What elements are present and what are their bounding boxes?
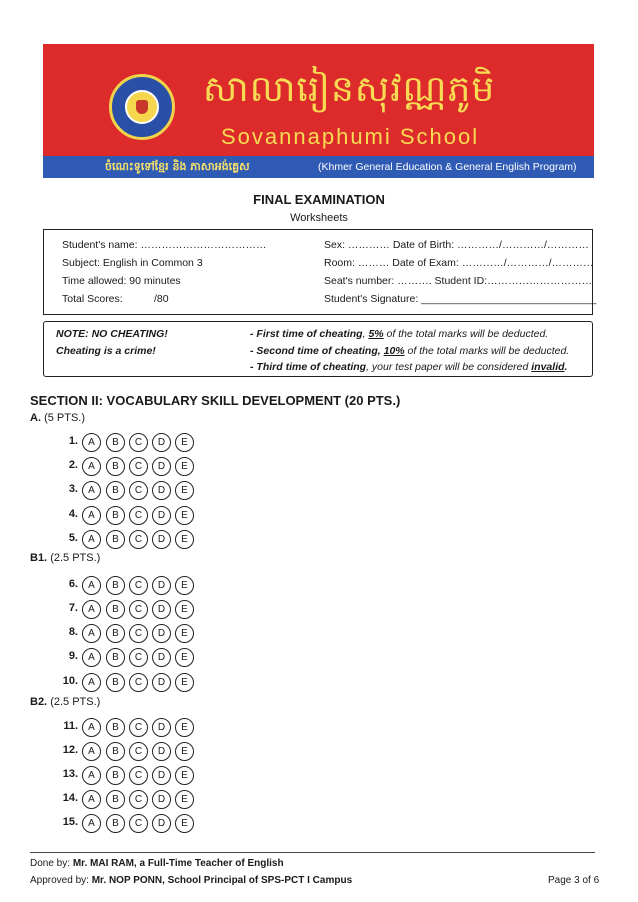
answer-bubble-d[interactable]: D — [152, 600, 171, 619]
signature-field: Student's Signature: ______________________________ — [324, 293, 597, 305]
answer-bubble-e[interactable]: E — [175, 814, 194, 833]
answer-bubble-a[interactable]: A — [82, 718, 101, 737]
question-number: 10. — [62, 675, 78, 687]
logo-emblem — [125, 90, 159, 124]
footer-divider — [30, 852, 595, 853]
note-rule-3: - Third time of cheating, your test paper will be considered invalid. — [250, 361, 568, 373]
answer-bubble-e[interactable]: E — [175, 576, 194, 595]
question-number: 7. — [68, 602, 78, 614]
answer-bubble-e[interactable]: E — [175, 600, 194, 619]
answer-bubble-b[interactable]: B — [106, 506, 125, 525]
answer-bubble-d[interactable]: D — [152, 673, 171, 692]
question-number: 13. — [62, 768, 78, 780]
question-number: 5. — [68, 532, 78, 544]
question-number: 11. — [63, 720, 78, 732]
answer-bubble-c[interactable]: C — [129, 790, 148, 809]
answer-bubble-a[interactable]: A — [82, 624, 101, 643]
answer-bubble-a[interactable]: A — [82, 530, 101, 549]
answer-bubble-a[interactable]: A — [82, 742, 101, 761]
part-b2-label: B2. (2.5 PTS.) — [30, 696, 101, 708]
answer-bubble-a[interactable]: A — [82, 506, 101, 525]
answer-bubble-d[interactable]: D — [152, 481, 171, 500]
sex-dob-field: Sex: ………… Date of Birth: …………/…………/………… — [324, 239, 589, 251]
school-logo — [109, 74, 175, 140]
note-rule-2: - Second time of cheating, 10% of the total marks will be deducted. — [250, 345, 570, 357]
answer-bubble-c[interactable]: C — [129, 576, 148, 595]
answer-bubble-b[interactable]: B — [106, 433, 125, 452]
cheating-note-box — [43, 321, 593, 377]
answer-bubble-c[interactable]: C — [129, 481, 148, 500]
answer-bubble-b[interactable]: B — [106, 790, 125, 809]
note-rule-1: - First time of cheating, 5% of the total marks will be deducted. — [250, 328, 549, 340]
question-number: 2. — [68, 459, 78, 471]
answer-bubble-a[interactable]: A — [82, 814, 101, 833]
answer-bubble-d[interactable]: D — [152, 433, 171, 452]
answer-bubble-a[interactable]: A — [82, 790, 101, 809]
student-name-field: Student's name: ……………………………… — [62, 239, 267, 251]
student-info-box — [43, 229, 597, 315]
question-number: 4. — [68, 508, 78, 520]
answer-bubble-e[interactable]: E — [175, 766, 194, 785]
answer-bubble-e[interactable]: E — [175, 718, 194, 737]
answer-bubble-d[interactable]: D — [152, 718, 171, 737]
answer-bubble-a[interactable]: A — [82, 600, 101, 619]
question-number: 6. — [68, 578, 78, 590]
answer-bubble-c[interactable]: C — [129, 457, 148, 476]
answer-bubble-d[interactable]: D — [152, 648, 171, 667]
question-number: 15. — [62, 816, 78, 828]
answer-bubble-e[interactable]: E — [175, 648, 194, 667]
seat-id-field: Seat's number: ………. Student ID:………………………… — [324, 275, 593, 287]
answer-bubble-e[interactable]: E — [175, 742, 194, 761]
answer-bubble-b[interactable]: B — [106, 673, 125, 692]
program-khmer: ចំណេះទូទៅខ្មែរ និង ភាសាអង់គ្លេស — [105, 160, 250, 173]
answer-bubble-b[interactable]: B — [106, 530, 125, 549]
total-scores-label: Total Scores: — [62, 293, 123, 305]
section-title: SECTION II: VOCABULARY SKILL DEVELOPMENT (20 PTS.) — [30, 393, 401, 408]
answer-bubble-c[interactable]: C — [129, 648, 148, 667]
answer-bubble-b[interactable]: B — [106, 742, 125, 761]
note-subheading: Cheating is a crime! — [56, 345, 156, 357]
answer-bubble-d[interactable]: D — [152, 624, 171, 643]
answer-bubble-e[interactable]: E — [175, 433, 194, 452]
answer-bubble-e[interactable]: E — [175, 457, 194, 476]
done-by: Done by: Mr. MAI RAM, a Full-Time Teacher of English — [30, 858, 284, 869]
question-number: 8. — [68, 626, 78, 638]
answer-bubble-b[interactable]: B — [106, 814, 125, 833]
answer-bubble-e[interactable]: E — [175, 624, 194, 643]
answer-bubble-b[interactable]: B — [106, 766, 125, 785]
answer-bubble-d[interactable]: D — [152, 530, 171, 549]
total-scores-value: /80 — [154, 293, 169, 305]
answer-bubble-a[interactable]: A — [82, 457, 101, 476]
part-b1-label: B1. (2.5 PTS.) — [30, 552, 101, 564]
question-number: 12. — [62, 744, 78, 756]
time-allowed-field: Time allowed: 90 minutes — [62, 275, 181, 287]
question-number: 14. — [62, 792, 78, 804]
answer-bubble-a[interactable]: A — [82, 648, 101, 667]
answer-bubble-d[interactable]: D — [152, 814, 171, 833]
answer-bubble-b[interactable]: B — [106, 481, 125, 500]
answer-bubble-d[interactable]: D — [152, 576, 171, 595]
answer-bubble-a[interactable]: A — [82, 673, 101, 692]
answer-bubble-c[interactable]: C — [129, 506, 148, 525]
school-name-english: Sovannaphumi School — [221, 124, 480, 149]
answer-bubble-e[interactable]: E — [175, 481, 194, 500]
answer-bubble-c[interactable]: C — [129, 600, 148, 619]
answer-bubble-d[interactable]: D — [152, 742, 171, 761]
answer-bubble-c[interactable]: C — [129, 742, 148, 761]
program-strip — [43, 156, 594, 178]
exam-subtitle: Worksheets — [290, 212, 348, 224]
answer-bubble-c[interactable]: C — [129, 624, 148, 643]
program-english: (Khmer General Education & General English Program) — [318, 161, 577, 173]
note-heading: NOTE: NO CHEATING! — [56, 328, 168, 340]
answer-bubble-b[interactable]: B — [106, 718, 125, 737]
answer-bubble-b[interactable]: B — [106, 648, 125, 667]
exam-title: FINAL EXAMINATION — [253, 192, 385, 207]
answer-bubble-c[interactable]: C — [129, 766, 148, 785]
answer-bubble-b[interactable]: B — [106, 457, 125, 476]
answer-bubble-c[interactable]: C — [129, 718, 148, 737]
answer-bubble-c[interactable]: C — [129, 530, 148, 549]
answer-bubble-a[interactable]: A — [82, 766, 101, 785]
answer-bubble-e[interactable]: E — [175, 530, 194, 549]
answer-bubble-a[interactable]: A — [82, 481, 101, 500]
subject-field: Subject: English in Common 3 — [62, 257, 203, 269]
school-banner — [43, 44, 594, 178]
answer-bubble-e[interactable]: E — [175, 790, 194, 809]
answer-bubble-e[interactable]: E — [175, 506, 194, 525]
answer-bubble-c[interactable]: C — [129, 433, 148, 452]
answer-bubble-e[interactable]: E — [175, 673, 194, 692]
answer-bubble-a[interactable]: A — [82, 433, 101, 452]
answer-bubble-b[interactable]: B — [106, 600, 125, 619]
answer-bubble-c[interactable]: C — [129, 673, 148, 692]
answer-bubble-b[interactable]: B — [106, 624, 125, 643]
answer-bubble-c[interactable]: C — [129, 814, 148, 833]
room-date-field: Room: ……… Date of Exam: …………/…………/………… — [324, 257, 594, 269]
answer-bubble-b[interactable]: B — [106, 576, 125, 595]
question-number: 1. — [68, 435, 78, 447]
question-number: 9. — [68, 650, 78, 662]
answer-bubble-d[interactable]: D — [152, 766, 171, 785]
part-a-label: A. (5 PTS.) — [30, 412, 86, 424]
answer-bubble-d[interactable]: D — [152, 790, 171, 809]
question-number: 3. — [68, 483, 78, 495]
answer-bubble-a[interactable]: A — [82, 576, 101, 595]
answer-bubble-d[interactable]: D — [152, 457, 171, 476]
answer-bubble-d[interactable]: D — [152, 506, 171, 525]
approved-by: Approved by: Mr. NOP PONN, School Principal of SPS-PCT I Campus — [30, 875, 353, 886]
school-name-khmer: សាលារៀនសុវណ្ណភូមិ — [203, 69, 496, 110]
page-number: Page 3 of 6 — [548, 875, 600, 886]
